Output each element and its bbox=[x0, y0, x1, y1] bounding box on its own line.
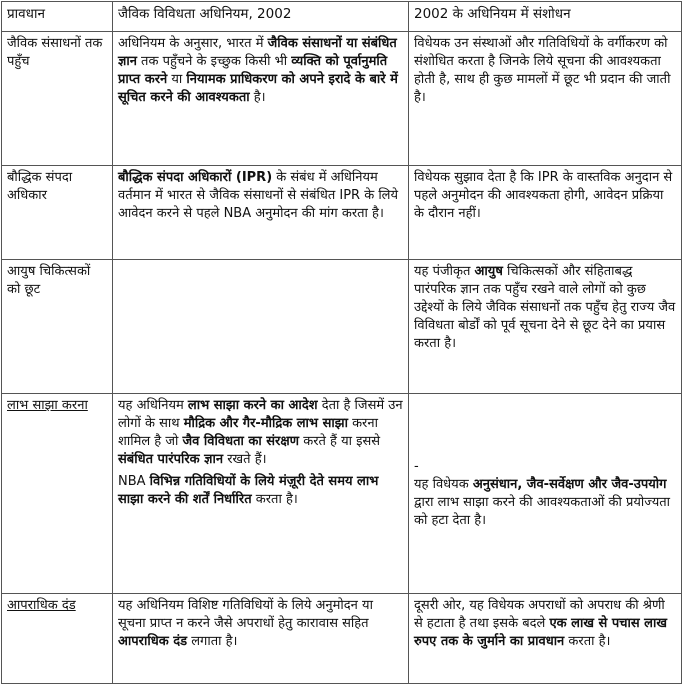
text-segment: यह अधिनियम विशिष्ट गतिविधियों के लिये अनुमोदन या सूचना प्राप्त न करने जैसे अपराधों हेतु कारावास सहित bbox=[118, 598, 373, 631]
text-segment: करते हैं या इससे bbox=[299, 434, 381, 449]
amendment-cell bbox=[409, 260, 682, 394]
text-segment: द्वारा लाभ साझा करने की आवश्यकताओं की प्रयोज्यता को हटा देता है। bbox=[414, 494, 671, 528]
bold-text: बौद्धिक संपदा अधिकारों (IPR) bbox=[118, 170, 273, 185]
text-segment: करना शामिल है जो bbox=[118, 416, 378, 449]
text-segment: के संबंध में अधिनियम वर्तमान में भारत से जैविक संसाधनों से संबंधित IPR के लिये आवेदन करने से पहले NBA अनुमोदन की मांग करता है। bbox=[118, 170, 399, 221]
table-row bbox=[2, 394, 682, 594]
table-row bbox=[2, 260, 682, 394]
text-segment: या bbox=[167, 72, 187, 87]
table-row bbox=[2, 594, 682, 684]
text-segment: दूसरी ओर, यह विधेयक अपराधों को अपराध की श्रेणी से हटाता है तथा इसके बदले bbox=[414, 598, 665, 631]
header-act-2002: जैविक विविधता अधिनियम, 2002 bbox=[113, 2, 409, 32]
header-amendment: 2002 के अधिनियम में संशोधन bbox=[409, 2, 682, 32]
text-segment: यह पंजीकृत bbox=[414, 264, 475, 279]
act-cell bbox=[113, 594, 409, 684]
amendment-text bbox=[414, 35, 676, 107]
text-segment: विधेयक सुझाव देता है कि IPR के वास्तविक अनुदान से पहले अनुमोदन की आवश्यकता होगी, आवेदन प्रक्रिया के दौरान नहीं। bbox=[414, 170, 673, 221]
text-segment: NBA bbox=[118, 474, 150, 489]
provision-label: लाभ साझा करना bbox=[7, 398, 88, 413]
bold-text: जैविक संसाधनों या संबंधित ज्ञान bbox=[118, 36, 397, 69]
bold-text: व्यक्ति को पूर्वानुमति प्राप्त करने bbox=[118, 54, 388, 87]
text-segment: तक पहुँचने के इच्छुक किसी भी bbox=[136, 54, 292, 69]
provision-cell bbox=[2, 594, 113, 684]
bold-text: आयुष bbox=[474, 264, 503, 279]
bold-text: विभिन्न गतिविधियों के लिये मंज़ूरी देते समय लाभ साझा करने की शर्तें निर्धारित bbox=[118, 474, 379, 507]
act-text bbox=[118, 169, 403, 223]
text-segment: विधेयक उन संस्थाओं और गतिविधियों के वर्गीकरण को संशोधित करता है जिनके लिये सूचना की आवश्यकता होती है, साथ ही कुछ मामलों में छूट भी प्रदान की जाती है। bbox=[414, 36, 671, 105]
amendment-cell bbox=[409, 394, 682, 594]
bold-text: लाभ साझा करने का आदेश bbox=[187, 398, 318, 413]
table-row bbox=[2, 166, 682, 260]
act-cell bbox=[113, 166, 409, 260]
comparison-table bbox=[1, 1, 682, 684]
bold-text: मौद्रिक और गैर-मौद्रिक लाभ साझा bbox=[183, 416, 348, 431]
act-text bbox=[118, 35, 403, 107]
amendment-cell bbox=[409, 594, 682, 684]
header-row bbox=[2, 2, 682, 32]
amendment-text bbox=[414, 263, 676, 353]
provision-cell bbox=[2, 166, 113, 260]
bold-text: अनुसंधान, जैव-सर्वेक्षण और जैव-उपयोग bbox=[472, 476, 667, 492]
bold-text: संबंधित पारंपरिक ज्ञान bbox=[118, 452, 224, 467]
header-provision: प्रावधान bbox=[2, 2, 113, 32]
bold-text: जैव विविधता का संरक्षण bbox=[182, 434, 300, 449]
text-segment: यह अधिनियम bbox=[118, 398, 188, 413]
bold-text: नियामक प्राधिकरण को अपने इरादे के बारे में सूचित करने की आवश्यकता bbox=[118, 72, 398, 105]
bold-text: एक लाख से पचास लाख रुपए तक के जुर्माने का प्रावधान bbox=[414, 616, 667, 649]
amendment-text bbox=[414, 597, 676, 651]
text-segment: देता है जिसमें उन लोगों के साथ bbox=[118, 398, 403, 431]
table-row bbox=[2, 32, 682, 166]
act-cell-empty bbox=[113, 260, 409, 394]
provision-label: आयुष चिकित्सकों को छूट bbox=[7, 264, 91, 297]
text-segment: है। bbox=[249, 90, 266, 105]
provision-cell bbox=[2, 260, 113, 394]
amendment-text bbox=[414, 476, 676, 530]
text-segment: करता है। bbox=[251, 492, 298, 507]
bold-text: आपराधिक दंड bbox=[118, 634, 188, 649]
text-segment: करता है। bbox=[564, 634, 611, 649]
act-text-2 bbox=[118, 473, 403, 509]
provision-label: आपराधिक दंड bbox=[7, 598, 76, 613]
act-cell bbox=[113, 394, 409, 594]
text-segment: अधिनियम के अनुसार, भारत में bbox=[118, 36, 268, 51]
act-text bbox=[118, 397, 403, 469]
amendment-cell bbox=[409, 166, 682, 260]
provision-cell bbox=[2, 32, 113, 166]
provision-cell bbox=[2, 394, 113, 594]
text-segment: यह विधेयक bbox=[414, 476, 473, 492]
amendment-text bbox=[414, 169, 676, 223]
text-segment: लगाता है। bbox=[187, 634, 238, 649]
dash-marker: - bbox=[414, 458, 419, 474]
provision-label: जैविक संसाधनों तक पहुँच bbox=[7, 36, 103, 69]
text-segment: चिकित्सकों और संहिताबद्ध पारंपरिक ज्ञान तक पहुँच रखने वाले लोगों को कुछ उद्देश्यों के लिये जैविक संसाधनों तक पहुँच हेतु राज्य जैव विविधता बोर्डों को पूर्व सूचना देने से छूट देने का प्रयास करता है। bbox=[414, 264, 676, 351]
text-segment: रखते हैं। bbox=[223, 452, 267, 467]
act-text bbox=[118, 597, 403, 651]
act-cell bbox=[113, 32, 409, 166]
amendment-cell bbox=[409, 32, 682, 166]
provision-label: बौद्धिक संपदा अधिकार bbox=[7, 170, 73, 203]
